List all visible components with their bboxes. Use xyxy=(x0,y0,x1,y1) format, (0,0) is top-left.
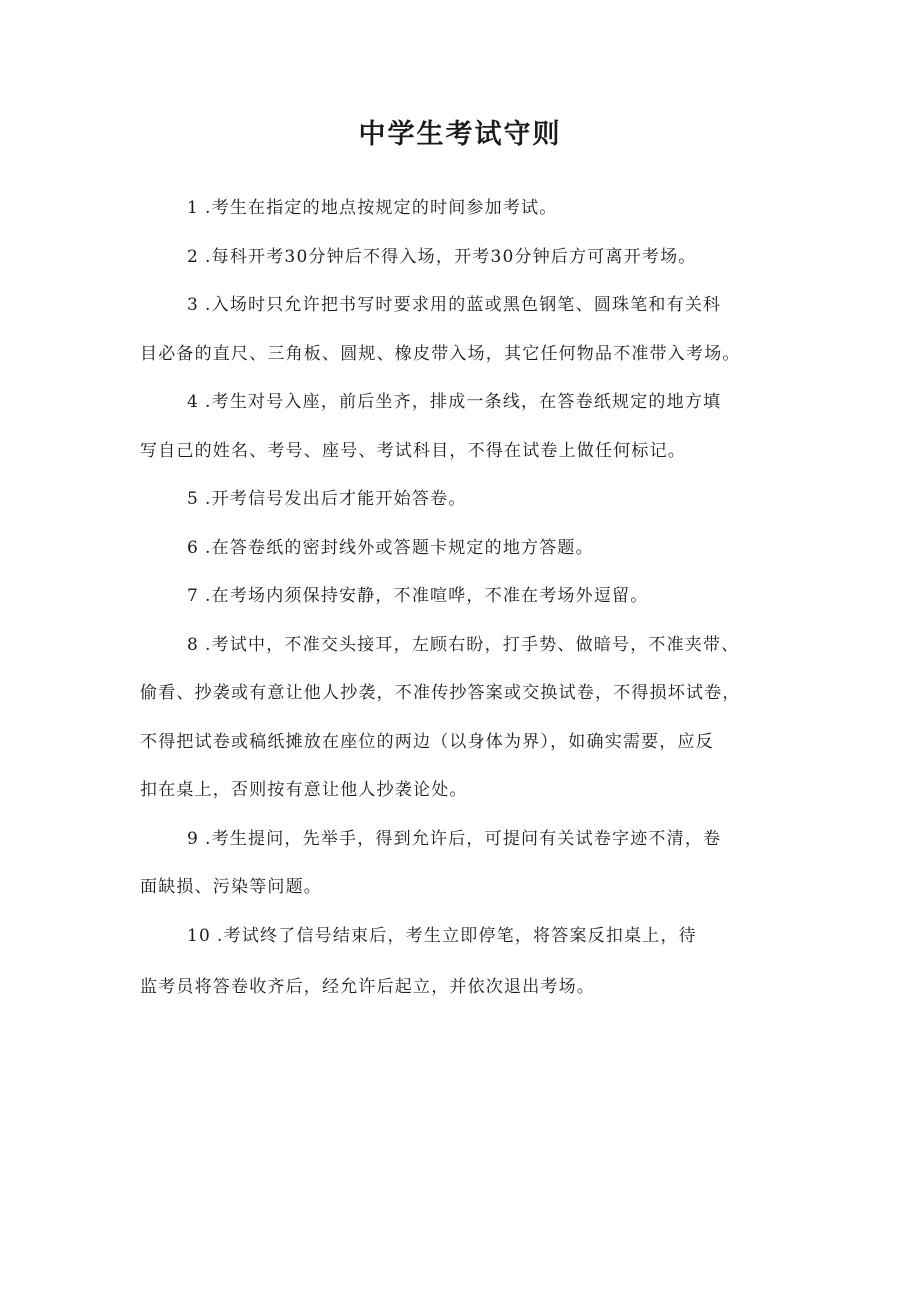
rule-1 xyxy=(140,190,800,239)
rule-line xyxy=(140,578,800,627)
rule-line xyxy=(140,190,800,239)
rule-line xyxy=(140,821,800,870)
rule-line xyxy=(140,239,800,288)
rule-line: 扣在桌上，否则按有意让他人抄袭论处。 xyxy=(140,780,468,800)
rule-number: 8 xyxy=(187,634,200,655)
rule-9 xyxy=(140,821,800,918)
rule-7 xyxy=(140,578,800,627)
rule-text: .考试中，不准交头接耳，左顾右盼，打手势、做暗号，不准夹带、 xyxy=(205,634,740,655)
rule-8 xyxy=(140,627,800,821)
rule-number: 2 xyxy=(187,246,200,267)
rule-line: 目必备的直尺、三角板、圆规、橡皮带入场，其它任何物品不准带入考场。 xyxy=(140,343,741,364)
rule-line: 面缺损、污染等问题。 xyxy=(140,877,322,897)
rule-2 xyxy=(140,239,800,288)
rule-text: .在答卷纸的密封线外或答题卡规定的地方答题。 xyxy=(205,537,594,558)
rule-text: .每科开考30分钟后不得入场，开考30分钟后方可离开考场。 xyxy=(205,246,697,267)
rule-10 xyxy=(140,918,800,1018)
rule-6 xyxy=(140,530,800,579)
rule-line: 不得把试卷或稿纸摊放在座位的两边（以身体为界），如确实需要，应反 xyxy=(140,731,714,752)
rule-line xyxy=(140,287,800,336)
rule-number: 1 xyxy=(187,198,200,218)
rule-number: 7 xyxy=(187,586,200,606)
rule-line xyxy=(140,627,800,676)
rule-text: .考生在指定的地点按规定的时间参加考试。 xyxy=(205,198,558,218)
rules-list xyxy=(140,190,800,1017)
rule-line xyxy=(140,384,800,433)
rule-number: 3 xyxy=(187,295,200,315)
rule-line: 监考员将答卷收齐后，经允许后起立，并依次退出考场。 xyxy=(140,976,595,997)
rule-3 xyxy=(140,287,800,384)
rule-number: 6 xyxy=(187,537,200,558)
document-title: 中学生考试守则 xyxy=(358,119,562,150)
rule-number: 5 xyxy=(187,489,200,509)
rule-line: 偷看、抄袭或有意让他人抄袭，不准传抄答案或交换试卷，不得损坏试卷， xyxy=(140,683,741,703)
rule-line xyxy=(140,530,800,579)
rule-line: 写自己的姓名、考号、座号、考试科目，不得在试卷上做任何标记。 xyxy=(140,440,686,461)
rule-text: .考生对号入座，前后坐齐，排成一条线，在答卷纸规定的地方填 xyxy=(205,392,722,412)
rule-4 xyxy=(140,384,800,481)
rule-number: 4 xyxy=(187,392,200,412)
rule-line xyxy=(140,918,800,969)
rule-5 xyxy=(140,481,800,530)
rule-number: 9 xyxy=(187,828,200,849)
rule-text: .考试终了信号结束后，考生立即停笔，将答案反扣桌上，待 xyxy=(217,925,697,946)
rule-number: 10 xyxy=(187,925,212,946)
rule-text: .在考场内须保持安静，不准喧哗，不准在考场外逗留。 xyxy=(205,586,649,606)
rule-text: .开考信号发出后才能开始答卷。 xyxy=(205,489,467,509)
rule-text: .入场时只允许把书写时要求用的蓝或黑色钢笔、圆珠笔和有关科 xyxy=(205,295,722,315)
rule-line xyxy=(140,481,800,530)
rule-text: .考生提问，先举手，得到允许后，可提问有关试卷字迹不清，卷 xyxy=(205,828,722,849)
